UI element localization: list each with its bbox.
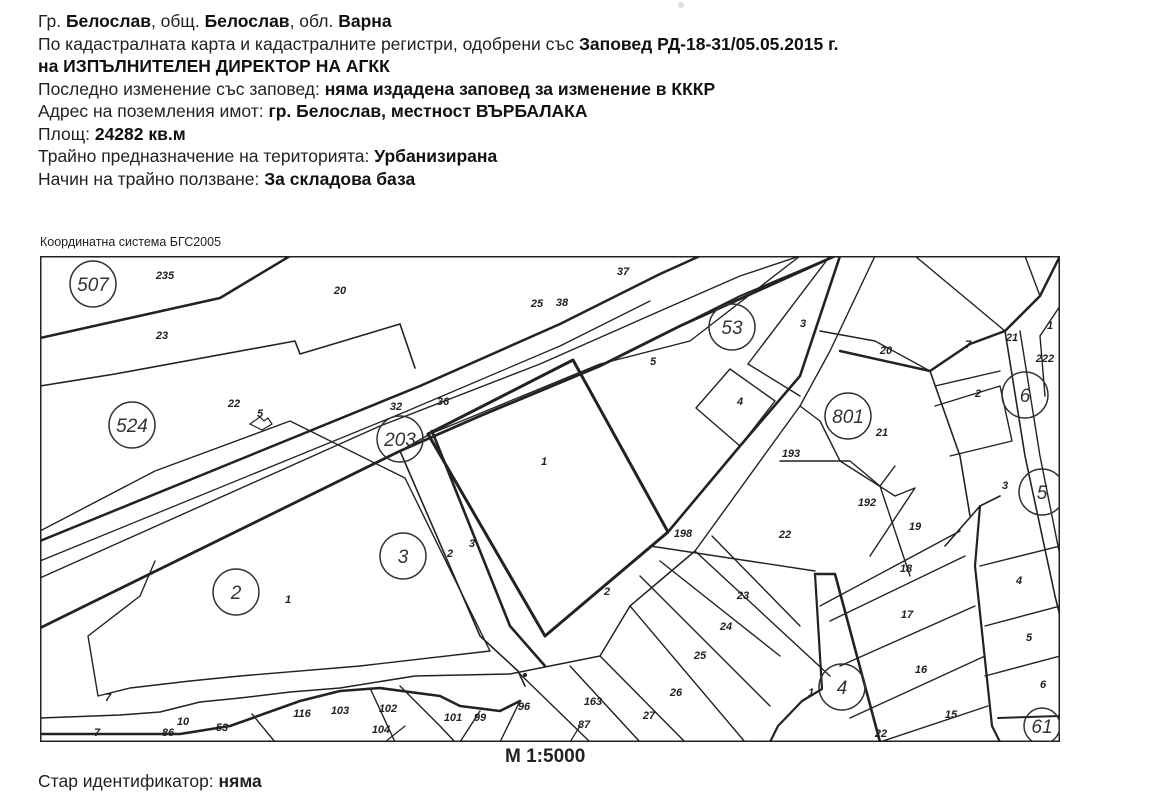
parcel-label: 2	[603, 586, 611, 598]
order-number: Заповед РД-18-31/05.05.2015 г.	[578, 33, 839, 54]
parcel-label: 2	[446, 548, 454, 560]
location-line	[38, 10, 1138, 33]
area-line	[38, 123, 1138, 146]
parcel-label: 26	[669, 687, 683, 699]
survey-point-icon	[523, 673, 527, 677]
parcel-label: 5	[1025, 632, 1033, 644]
parcel-label: 25	[530, 298, 544, 310]
parcel-label: 19	[908, 521, 922, 533]
cadastral-block-3: 3	[397, 547, 409, 568]
parcel-label: 53	[215, 722, 229, 734]
parcel-label: 22	[778, 529, 792, 541]
text: Последно изменение със заповед:	[38, 78, 325, 99]
text: Площ:	[38, 123, 95, 144]
parcel-label: 20	[879, 345, 893, 357]
cadastral-block-524: 524	[116, 416, 148, 437]
old-identifier-label: Стар идентификатор:	[38, 771, 219, 791]
parcel-label: 17	[900, 609, 914, 621]
cadastral-map[interactable]	[40, 256, 1060, 742]
text: Трайно предназначение на територията:	[38, 146, 375, 166]
text: , общ.	[150, 11, 205, 31]
parcel-label: 20	[333, 285, 347, 297]
parcel-label: 38	[555, 297, 569, 309]
parcel-label: 99	[473, 712, 487, 724]
parcel-label: 32	[389, 401, 403, 413]
parcel-label: 18	[899, 563, 913, 575]
parcel-label: 16	[914, 664, 928, 676]
parcel-label: 23	[736, 590, 750, 602]
cadastral-block-203: 203	[384, 430, 416, 451]
area-value: 24282 кв.м	[94, 123, 186, 144]
municipality-name: Белослав	[204, 11, 290, 31]
town-name: Белослав	[65, 11, 151, 31]
parcel-label: 7	[964, 339, 972, 351]
usage-value: За складова база	[264, 168, 416, 189]
cadastral-block-2: 2	[230, 583, 242, 604]
parcel-label: 1	[284, 594, 292, 606]
cadastral-block-5: 5	[1036, 483, 1048, 504]
address-line	[38, 100, 1138, 123]
old-identifier-line	[38, 771, 262, 792]
cadastral-block-507: 507	[77, 275, 109, 296]
parcel-label: 36	[436, 396, 450, 408]
parcel-label: 163	[583, 696, 603, 708]
parcel-label: 4	[736, 396, 744, 408]
parcel-label: 198	[673, 528, 693, 540]
highlighted-parcel-label[interactable]: 1	[540, 456, 548, 468]
parcel-label: 4	[1015, 575, 1023, 587]
address-value: гр. Белослав, местност ВЪРБАЛАКА	[268, 101, 588, 121]
parcel-label: 15	[944, 709, 958, 721]
parcel-label: 3	[1001, 480, 1009, 492]
last-change-line	[38, 78, 1138, 101]
parcel-label: 22	[874, 728, 888, 740]
parcel-label: 192	[857, 497, 877, 509]
cadastral-block-801: 801	[832, 407, 864, 428]
parcel-label: 7	[93, 727, 101, 739]
parcel-label: 5	[649, 356, 657, 368]
last-change-value: няма издадена заповед за изменение в КККР	[324, 78, 716, 99]
parcel-label: 104	[371, 724, 391, 736]
scan-artifact	[678, 2, 684, 8]
parcel-label: 27	[642, 710, 656, 722]
parcel-label: 193	[781, 448, 801, 460]
parcel-label: 37	[616, 266, 630, 278]
issuer: на ИЗПЪЛНИТЕЛЕН ДИРЕКТОР НА АГКК	[38, 56, 390, 76]
parcel-label: 24	[719, 621, 733, 633]
text: По кадастралната карта и кадастралните регистри, одобрени със	[38, 33, 579, 54]
cadastral-block-61: 61	[1031, 717, 1053, 738]
text: Адрес на поземления имот:	[38, 101, 269, 121]
parcel-label: 1	[807, 687, 815, 699]
parcel-label: 3	[468, 538, 476, 550]
cadastral-block-6: 6	[1019, 386, 1031, 407]
old-identifier-value: няма	[218, 771, 262, 791]
parcel-label: 10	[176, 716, 190, 728]
cadastral-block-4: 4	[836, 678, 848, 699]
parcel-label: 235	[155, 270, 175, 282]
parcel-label: 101	[443, 712, 463, 724]
map-scale: М 1:5000	[505, 746, 586, 767]
approval-line	[38, 33, 1138, 56]
purpose-line	[38, 145, 1138, 168]
usage-line	[38, 168, 1138, 191]
parcel-label: 96	[517, 701, 531, 713]
parcel-label: 87	[577, 719, 591, 731]
parcel-label: 25	[693, 650, 707, 662]
coordinate-system-label: Координатна система БГС2005	[40, 235, 222, 249]
text: Гр.	[38, 11, 66, 31]
parcel-label: 222	[1035, 353, 1055, 365]
parcel-label: 103	[330, 705, 350, 717]
parcel-label: 5	[256, 408, 264, 420]
cadastral-block-53: 53	[721, 318, 743, 339]
purpose-value: Урбанизирана	[374, 146, 498, 166]
text: Начин на трайно ползване:	[38, 168, 265, 189]
parcel-label: 7	[104, 692, 112, 704]
parcel-label: 21	[875, 427, 889, 439]
parcel-label: 3	[799, 318, 807, 330]
text: , обл.	[289, 11, 339, 31]
parcel-label: 23	[155, 330, 169, 342]
parcel-label: 1	[1046, 320, 1054, 332]
property-info-header	[38, 10, 1138, 190]
parcel-label: 6	[1039, 679, 1047, 691]
parcel-label: 2	[974, 388, 982, 400]
region-name: Варна	[338, 11, 392, 31]
parcel-label: 21	[1005, 332, 1019, 344]
parcel-label: 86	[161, 727, 175, 739]
parcel-label: 22	[227, 398, 241, 410]
parcel-label: 102	[378, 703, 398, 715]
parcel-label: 116	[293, 708, 311, 720]
issuer-line	[38, 55, 1138, 78]
